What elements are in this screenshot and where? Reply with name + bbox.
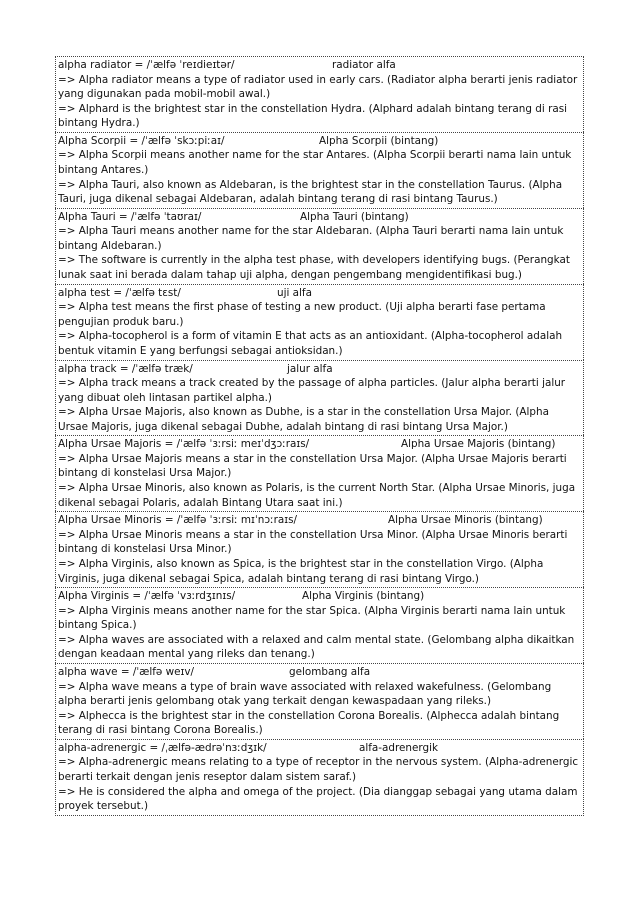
entry-alpha-radiator xyxy=(55,56,584,132)
entry-headline xyxy=(57,665,582,680)
entry-alpha-track xyxy=(55,360,584,436)
entry-definition: => Alpha track means a track created by the passage of alpha particles. (Jalur alpha berarti jalur yang dibuat oleh lintasan partikel alpha.) xyxy=(58,377,566,404)
entry-term: Alpha Scorpii = /ˈælfə ˈskɔːpiːaɪ/ xyxy=(58,134,225,147)
entry-meaning: alfa-adrenergik xyxy=(359,741,438,754)
entry-term: Alpha Tauri = /ˈælfə ˈtaʊraɪ/ xyxy=(58,210,202,223)
entry-alpha-ursae-minoris xyxy=(55,511,584,587)
entry-alpha-wave xyxy=(55,663,584,739)
entry-term: Alpha Virginis = /ˈælfə ˈvɜːrdʒɪnɪs/ xyxy=(58,590,236,603)
entry-alpha-virginis xyxy=(55,587,584,663)
entry-term: Alpha Ursae Minoris = /ˈælfə ˈɜːrsiː mɪˈnɔːraɪs/ xyxy=(58,514,297,527)
entry-meaning: gelombang alfa xyxy=(289,666,371,678)
entry-headline xyxy=(57,58,582,73)
entry-definition: => Alpha Ursae Majoris means a star in the constellation Ursa Major. (Alpha Ursae Majoris berarti bintang di konstelasi Ursa Major.) xyxy=(58,452,567,480)
entry-alpha-test xyxy=(55,284,584,360)
entry-headline xyxy=(57,741,582,756)
entry-meaning: Alpha Ursae Minoris (bintang) xyxy=(388,514,543,527)
entry-headline xyxy=(57,513,582,528)
entry-definition: => Alpha test means the first phase of testing a new product. (Uji alpha berarti fase pertama pengujian produk baru.) xyxy=(58,301,546,328)
entry-meaning: radiator alfa xyxy=(332,59,396,71)
entry-term: alpha track = /ˈælfə træk/ xyxy=(58,362,193,375)
entry-definition: => Alpha Virginis means another name for the star Spica. (Alpha Virginis berarti nama lain untuk bintang Spica.) xyxy=(58,604,566,632)
entry-definition: => Alpha wave means a type of brain wave associated with relaxed wakefulness. (Gelombang alpha berarti jenis gelombang otak yang terkait dengan kewaspadaan yang rileks.) xyxy=(58,680,552,708)
entry-example: => Alphecca is the brightest star in the constellation Corona Borealis. (Alphecca adalah bintang terang di rasi bintang Corona Borealis.) xyxy=(58,709,560,737)
entry-alpha-adrenergic xyxy=(55,739,584,816)
entry-term: Alpha Ursae Majoris = /ˈælfə ˈɜːrsiː meɪˈdʒɔːraɪs/ xyxy=(58,438,310,451)
entry-definition: => Alpha-adrenergic means relating to a type of receptor in the nervous system. (Alpha-adrenergic berarti terkait dengan jenis reseptor dalam sistem saraf.) xyxy=(58,756,579,783)
entry-meaning: Alpha Scorpii (bintang) xyxy=(319,134,439,147)
entry-headline xyxy=(57,134,582,149)
entry-term: alpha wave = /ˈælfə weɪv/ xyxy=(58,666,195,678)
entry-alpha-tauri xyxy=(55,208,584,284)
entry-term: alpha-adrenergic = /ˌælfə-ædrəˈnɜːdʒɪk/ xyxy=(58,741,267,754)
entry-headline xyxy=(57,286,582,301)
entry-example: => Alpha Ursae Minoris, also known as Polaris, is the current North Star. (Alpha Ursae Minoris, juga dikenal sebagai Polaris, adalah Bintang Utara saat ini.) xyxy=(58,482,576,509)
entry-headline xyxy=(57,362,582,377)
entry-example: => He is considered the alpha and omega of the project. (Dia dianggap sebagai yang utama dalam proyek tersebut.) xyxy=(58,785,578,813)
entry-example: => Alpha Virginis, also known as Spica, is the brightest star in the constellation Virgo. (Alpha Virginis, juga dikenal sebagai Spica, adalah bintang terang di rasi bintang Virgo.) xyxy=(58,557,544,585)
entry-term: alpha test = /ˈælfə tɛst/ xyxy=(58,286,181,299)
entry-alpha-ursae-majoris xyxy=(55,435,584,511)
entry-example: => Alphard is the brightest star in the constellation Hydra. (Alphard adalah bintang terang di rasi bintang Hydra.) xyxy=(58,102,568,130)
entry-meaning: uji alfa xyxy=(277,286,312,299)
entry-example: => Alpha waves are associated with a relaxed and calm mental state. (Gelombang alpha dikaitkan dengan keadaan mental yang rileks dan tenang.) xyxy=(58,633,575,661)
entry-example: => The software is currently in the alpha test phase, with developers identifying bugs. (Perangkat lunak saat ini berada dalam tahap uji alpha, dengan pengembang mengidentifikasi bug.) xyxy=(58,254,570,282)
entry-headline xyxy=(57,210,582,225)
entry-definition: => Alpha Scorpii means another name for the star Antares. (Alpha Scorpii berarti nama lain untuk bintang Antares.) xyxy=(58,149,572,176)
entry-definition: => Alpha Ursae Minoris means a star in the constellation Ursa Minor. (Alpha Ursae Minoris berarti bintang di konstelasi Ursa Minor.) xyxy=(58,528,568,556)
entry-headline xyxy=(57,437,582,452)
entry-definition: => Alpha radiator means a type of radiator used in early cars. (Radiator alpha berarti jenis radiator yang digunakan pada mobil-mobil awal.) xyxy=(58,73,578,101)
entry-example: => Alpha-tocopherol is a form of vitamin E that acts as an antioxidant. (Alpha-tocopherol adalah bentuk vitamin E yang berfungsi sebagai antioksidan.) xyxy=(58,330,563,357)
entry-example: => Alpha Ursae Majoris, also known as Dubhe, is a star in the constellation Ursa Major. (Alpha Ursae Majoris, juga dikenal sebagai Dubhe, adalah bintang di rasi bintang Ursa Major.) xyxy=(58,406,549,433)
entry-term: alpha radiator = /ˈælfə ˈreɪdieɪtər/ xyxy=(58,59,235,71)
entry-meaning: jalur alfa xyxy=(287,362,333,375)
entry-alpha-scorpii xyxy=(55,132,584,208)
entry-meaning: Alpha Ursae Majoris (bintang) xyxy=(401,438,556,451)
entry-meaning: Alpha Virginis (bintang) xyxy=(302,590,425,603)
entry-headline xyxy=(57,589,582,604)
entry-meaning: Alpha Tauri (bintang) xyxy=(300,210,409,223)
entry-example: => Alpha Tauri, also known as Aldebaran, is the brightest star in the constellation Taurus. (Alpha Tauri, juga dikenal sebagai Aldebaran, adalah bintang terang di rasi bintang Taurus.) xyxy=(58,178,563,206)
vocabulary-sheet xyxy=(55,56,584,816)
entry-definition: => Alpha Tauri means another name for the star Aldebaran. (Alpha Tauri berarti nama lain untuk bintang Aldebaran.) xyxy=(58,225,564,252)
